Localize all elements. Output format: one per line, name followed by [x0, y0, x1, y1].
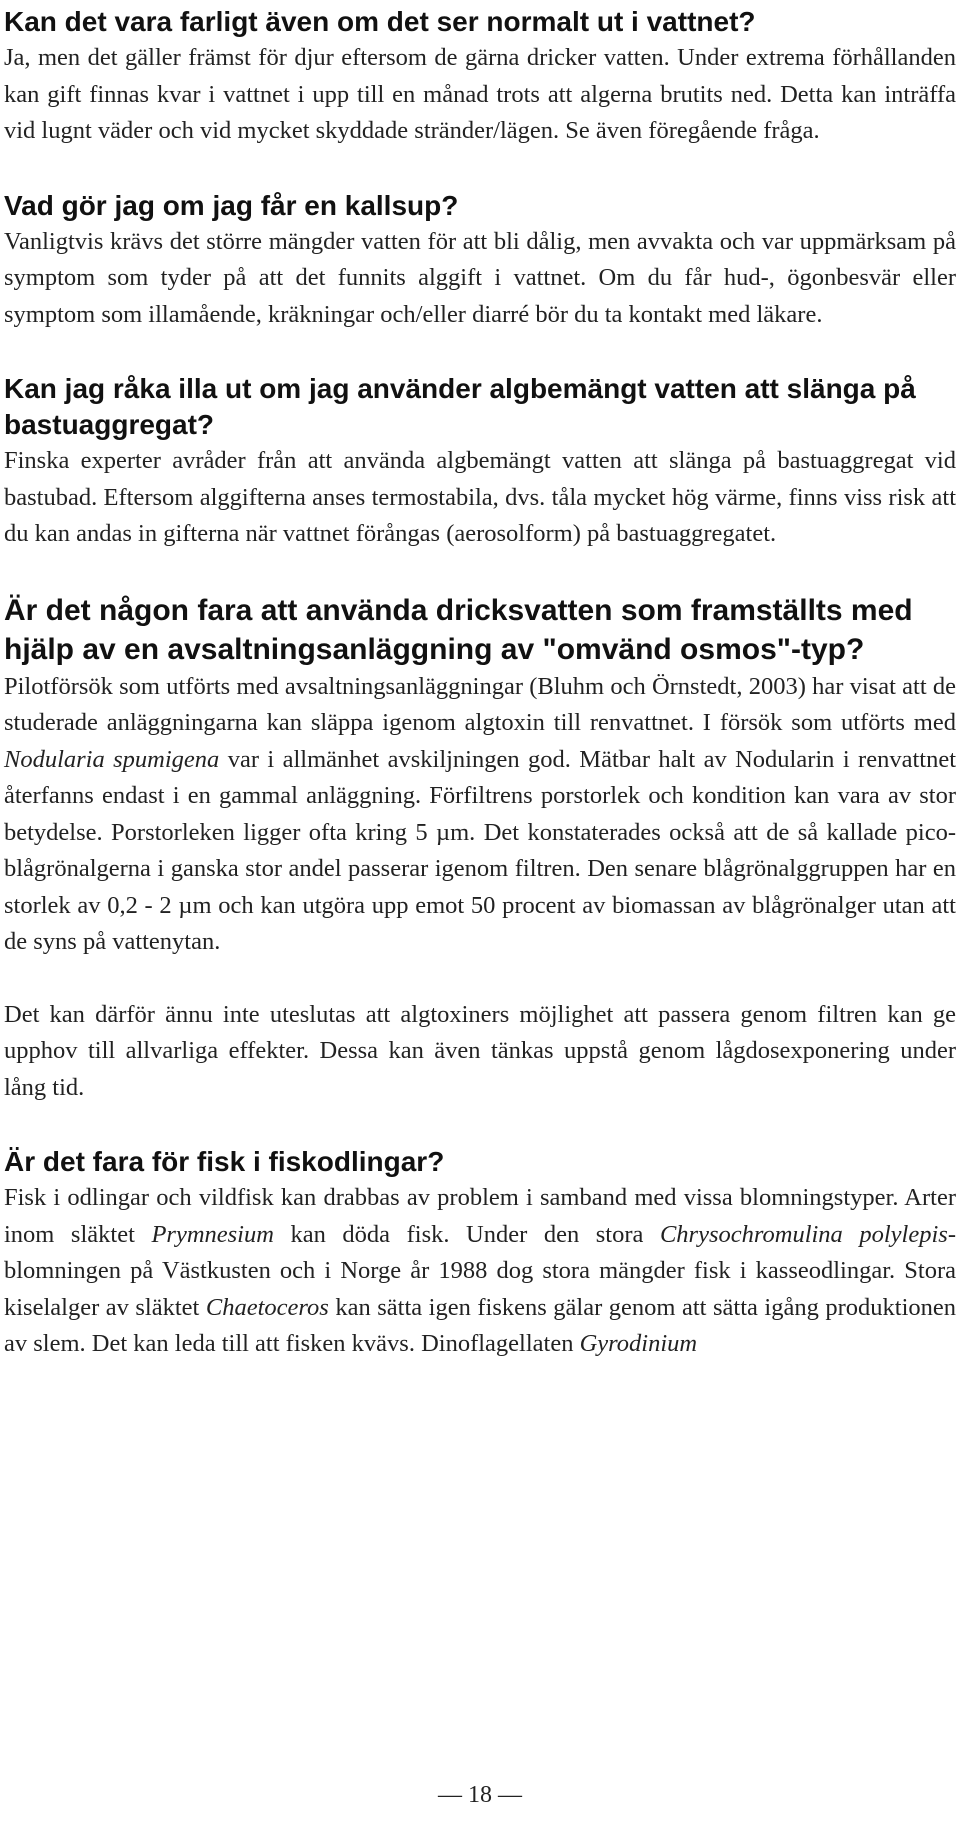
text-run: Fisk i odlingar och vildfisk kan drabbas av problem i samband med vissa blomningstyper. Arter inom släktet: [4, 1184, 956, 1248]
text-run: Pilotförsök som utförts med avsaltningsanläggningar (Bluhm och Örnstedt, 2003) har visat att de studerade anläggningarna kan släppa igenom algtoxin till renvattnet. I försök som utförts med: [4, 672, 956, 736]
text-run: kan döda fisk. Under den stora: [273, 1220, 660, 1248]
section-normal-water-danger: [4, 4, 956, 150]
section-paragraph: Vanligtvis krävs det större mängder vatten för att bli dålig, men avvakta och var uppmärksam på symptom som tyder på att det funnits alggift i vattnet. Om du får hud-, ögonbesvär eller symptom som illamående, kräkningar och/eller diarré bör du ta kontakt med läkare.: [4, 227, 956, 328]
section-paragraph: Ja, men det gäller främst för djur eftersom de gärna dricker vatten. Under extrema förhållanden kan gift finnas kvar i vattnet i upp till en månad trots att algerna brutits ned. Detta kan inträffa vid lugnt väder och vid mycket skyddade stränder/lägen. Se även föregående fråga.: [4, 44, 956, 144]
section-heading: Kan jag råka illa ut om jag använder algbemängt vatten att slänga på bastuaggregat?: [4, 373, 916, 440]
section-omvand-osmos: [4, 591, 956, 1107]
section-heading: Är det någon fara att använda dricksvatten som framställts med hjälp av en avsaltningsanläggning av "omvänd osmos"-typ?: [4, 593, 913, 666]
section-heading: Vad gör jag om jag får en kallsup?: [4, 189, 459, 221]
species-name: Chaetoceros: [205, 1293, 329, 1321]
section-heading: Kan det vara farligt även om det ser normalt ut i vattnet?: [4, 6, 756, 37]
text-run: var i allmänhet avskiljningen god. Mätbar halt av Nodularin i renvattnet återfanns endast i en gammal anläggning. Förfiltrens porstorlek och kondition kan vara av stor betydelse. Porstorleken ligger ofta kring 5 µm. Det konstaterades också att de så kallade pico-blågrönalgerna i ganska stor andel passerar igenom filtren. Den senare blågrönalggruppen har en storlek av 0,2 - 2 µm och kan utgöra upp emot 50 procent av biomassan av blågrönalger utan att de syns på vattenytan.: [4, 745, 956, 955]
species-name: Gyrodinium: [579, 1330, 698, 1357]
section-paragraph: Det kan därför ännu inte uteslutas att algtoxiners möjlighet att passera genom filtren kan ge upphov till allvarliga effekter. Dessa kan även tänkas uppstå genom lågdosexponering under lång tid.: [4, 1000, 956, 1101]
text-run: -blomningen på Västkusten och i Norge år 1988 dog stora mängder fisk i kasseodlingar. Stora kiselalger av släktet: [4, 1220, 956, 1321]
section-heading: Är det fara för fisk i fiskodlingar?: [4, 1146, 445, 1177]
section-bastuaggregat: [4, 371, 956, 553]
page-number: — 18 —: [438, 1782, 522, 1808]
section-paragraph: [4, 669, 956, 961]
section-paragraph: Finska experter avråder från att använda algbemängt vatten att slänga på bastuaggregat vid bastubad. Eftersom alggifterna anses termostabila, dvs. tåla mycket hög värme, finns viss risk att du kan andas in gifterna när vattnet förångas (aerosolform) på bastuaggregatet.: [4, 447, 956, 547]
species-name: Nodularia spumigena: [4, 745, 220, 773]
text-run: kan sätta igen fiskens gälar genom att sätta igång produktionen av slem. Det kan leda till att fisken kvävs. Dinoflagellaten: [4, 1293, 957, 1357]
section-fiskodlingar: [4, 1144, 956, 1363]
section-kallsup: [4, 188, 956, 334]
species-name: Chrysochromulina polylepis: [659, 1220, 948, 1248]
species-name: Prymnesium: [151, 1220, 274, 1248]
section-paragraph: [4, 1180, 956, 1363]
